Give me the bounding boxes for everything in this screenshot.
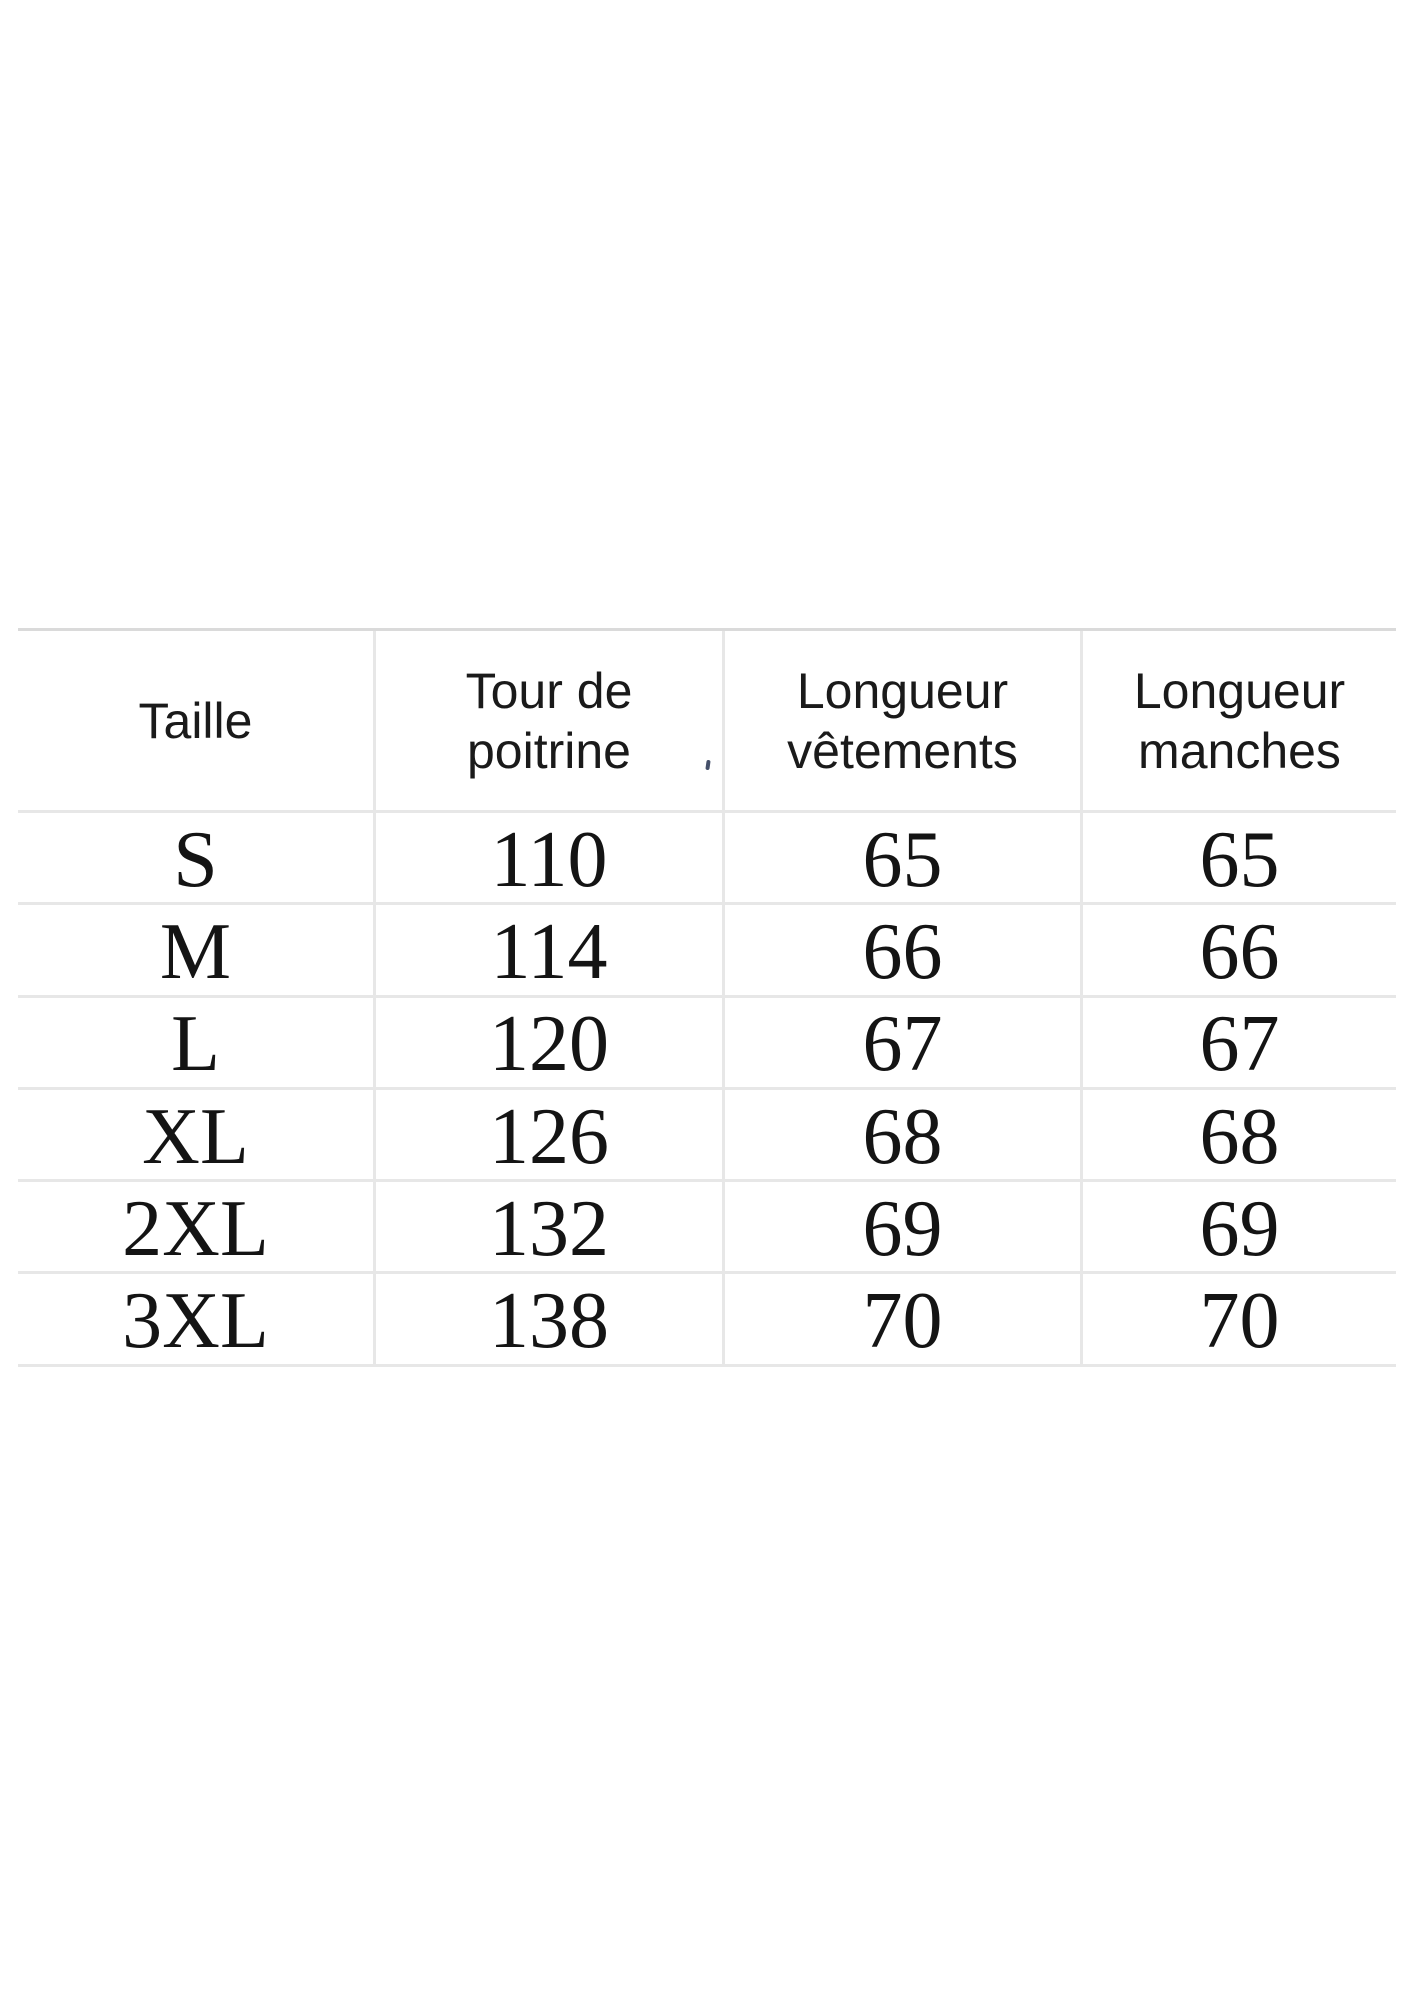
column-header-sleeve-length xyxy=(1080,631,1396,810)
garment-length-value: 70 xyxy=(722,1274,1080,1363)
size-value: L xyxy=(171,1000,220,1087)
table-row-m xyxy=(18,905,1396,997)
column-header-chest xyxy=(373,631,722,810)
chest-value: 114 xyxy=(373,905,722,994)
chest-value: 132 xyxy=(373,1182,722,1271)
table-row-xl xyxy=(18,1090,1396,1182)
size-chart-table xyxy=(18,628,1396,1367)
column-header-sleeve-length-line2: manches xyxy=(1138,722,1341,779)
column-header-chest-line1: Tour de xyxy=(465,662,633,719)
garment-length-value: 68 xyxy=(722,1090,1080,1179)
size-value: 3XL xyxy=(122,1277,269,1364)
sleeve-length-value: 70 xyxy=(1080,1274,1396,1363)
size-value: 2XL xyxy=(122,1184,269,1272)
column-header-garment-length xyxy=(722,631,1080,810)
sleeve-length-value: 65 xyxy=(1080,813,1396,902)
sleeve-length-value: 66 xyxy=(1080,905,1396,994)
garment-length-value: 69 xyxy=(722,1182,1080,1271)
sleeve-length-value: 67 xyxy=(1080,998,1396,1087)
sleeve-length-value: 69 xyxy=(1080,1182,1396,1271)
sleeve-length-value: 68 xyxy=(1080,1090,1396,1179)
garment-length-value: 67 xyxy=(722,998,1080,1087)
garment-length-value: 65 xyxy=(722,813,1080,902)
column-header-garment-length-line2: vêtements xyxy=(787,722,1018,779)
table-row-2xl xyxy=(18,1182,1396,1274)
table-row-s xyxy=(18,813,1396,905)
column-header-size xyxy=(18,631,373,810)
table-header-row xyxy=(18,631,1396,813)
chest-value: 138 xyxy=(373,1274,722,1363)
size-value: XL xyxy=(142,1092,249,1180)
column-header-chest-line2: poitrine xyxy=(467,722,631,779)
size-value: S xyxy=(173,815,218,903)
garment-length-value: 66 xyxy=(722,905,1080,994)
chest-value: 110 xyxy=(373,813,722,902)
table-row-l xyxy=(18,998,1396,1090)
column-header-sleeve-length-line1: Longueur xyxy=(1133,662,1346,719)
size-value: M xyxy=(159,907,232,995)
column-header-garment-length-line1: Longueur xyxy=(796,662,1009,719)
chest-value: 120 xyxy=(373,998,722,1087)
column-header-size-label: Taille xyxy=(138,692,253,749)
table-row-3xl xyxy=(18,1274,1396,1366)
chest-value: 126 xyxy=(373,1090,722,1179)
